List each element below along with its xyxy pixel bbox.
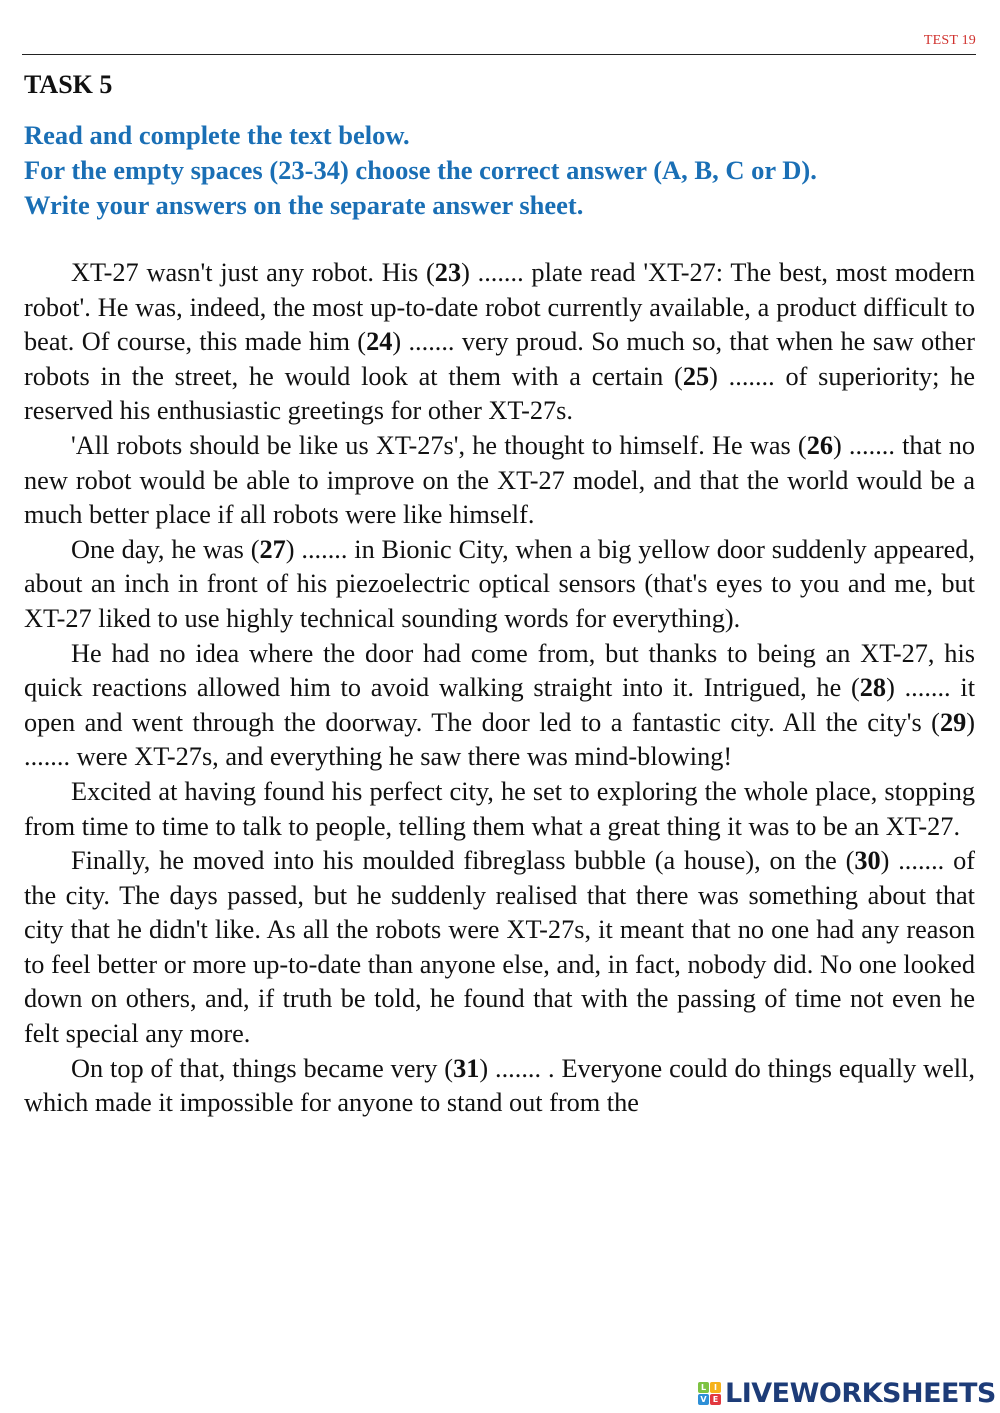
header-divider bbox=[22, 54, 976, 55]
task-title: TASK 5 bbox=[24, 70, 113, 99]
gap-number: 30 bbox=[854, 846, 881, 876]
passage-paragraph: XT-27 wasn't just any robot. His (23) ....... plate read 'XT-27: The best, most modern robot'. He was, indeed, the most up-to-date robot currently available, a product difficult to beat. Of course, this made him (24) ....... very proud. So much so, that when he saw other robots in the street, he would look at them with a certain (25) ....... of superiority; he reserved his enthusiastic greetings for other XT-27s. bbox=[24, 258, 976, 426]
passage-paragraph: Finally, he moved into his moulded fibreglass bubble (a house), on the (30) ....... of the city. The days passed, but he suddenly realised that there was something about that city that he didn't like. As all the robots were XT-27s, it meant that no one had any reason to feel better or more up-to-date than anyone else, and, in fact, nobody did. No one looked down on others, and, if truth be told, he found that with the passing of time not even he felt special any more. bbox=[24, 846, 975, 1049]
logo-tile: V bbox=[698, 1394, 709, 1405]
gap-number: 24 bbox=[366, 327, 393, 357]
gap-number: 25 bbox=[682, 361, 710, 391]
gap-number: 29 bbox=[939, 707, 967, 737]
logo-wordmark: LIVEWORKSHEETS bbox=[725, 1378, 996, 1409]
test-number-label: TEST 19 bbox=[923, 33, 976, 48]
instruction-line: Write your answers on the separate answer sheet. bbox=[24, 190, 584, 220]
gap-number: 28 bbox=[859, 673, 887, 703]
passage-paragraph: 'All robots should be like us XT-27s', he thought to himself. He was (26) ....... that no new robot would be able to improve on the XT-27 model, and that the world would be a much better place if all robots were like himself. bbox=[24, 430, 975, 530]
passage-paragraph: He had no idea where the door had come from, but thanks to being an XT-27, his quick reactions allowed him to avoid walking straight into it. Intrigued, he (28) ....... it open and went through the doorway. The door led to a fantastic city. All the city's (29) ....... were XT-27s, and everything he saw there was mind-blowing! bbox=[24, 638, 975, 772]
gap-number: 23 bbox=[434, 258, 462, 287]
passage-paragraph: One day, he was (27) ....... in Bionic City, when a big yellow door suddenly appeared, about an inch in front of his piezoelectric optical sensors (that's eyes to you and me, but XT-27 liked to use highly technical sounding words for everything). bbox=[24, 534, 976, 633]
logo-tile: E bbox=[710, 1394, 721, 1405]
gap-number: 26 bbox=[806, 430, 833, 460]
instruction-line: Read and complete the text below. bbox=[24, 120, 410, 150]
liveworksheets-logo bbox=[698, 1378, 996, 1409]
reading-passage bbox=[24, 256, 975, 1121]
live-tiles-icon bbox=[698, 1382, 721, 1405]
gap-number: 31 bbox=[453, 1053, 480, 1083]
task-instructions bbox=[24, 118, 984, 223]
logo-tile: L bbox=[698, 1382, 709, 1393]
passage-paragraph: On top of that, things became very (31) ....... . Everyone could do things equally well, which made it impossible for anyone to stand out from the bbox=[24, 1053, 975, 1118]
passage-paragraph: Excited at having found his perfect city, he set to exploring the whole place, stopping from time to time to talk to people, telling them what a great thing it was to be an XT-27. bbox=[24, 776, 975, 841]
gap-number: 27 bbox=[259, 534, 286, 564]
instruction-line: For the empty spaces (23-34) choose the correct answer (A, B, C or D). bbox=[24, 155, 817, 185]
logo-tile: I bbox=[710, 1382, 721, 1393]
